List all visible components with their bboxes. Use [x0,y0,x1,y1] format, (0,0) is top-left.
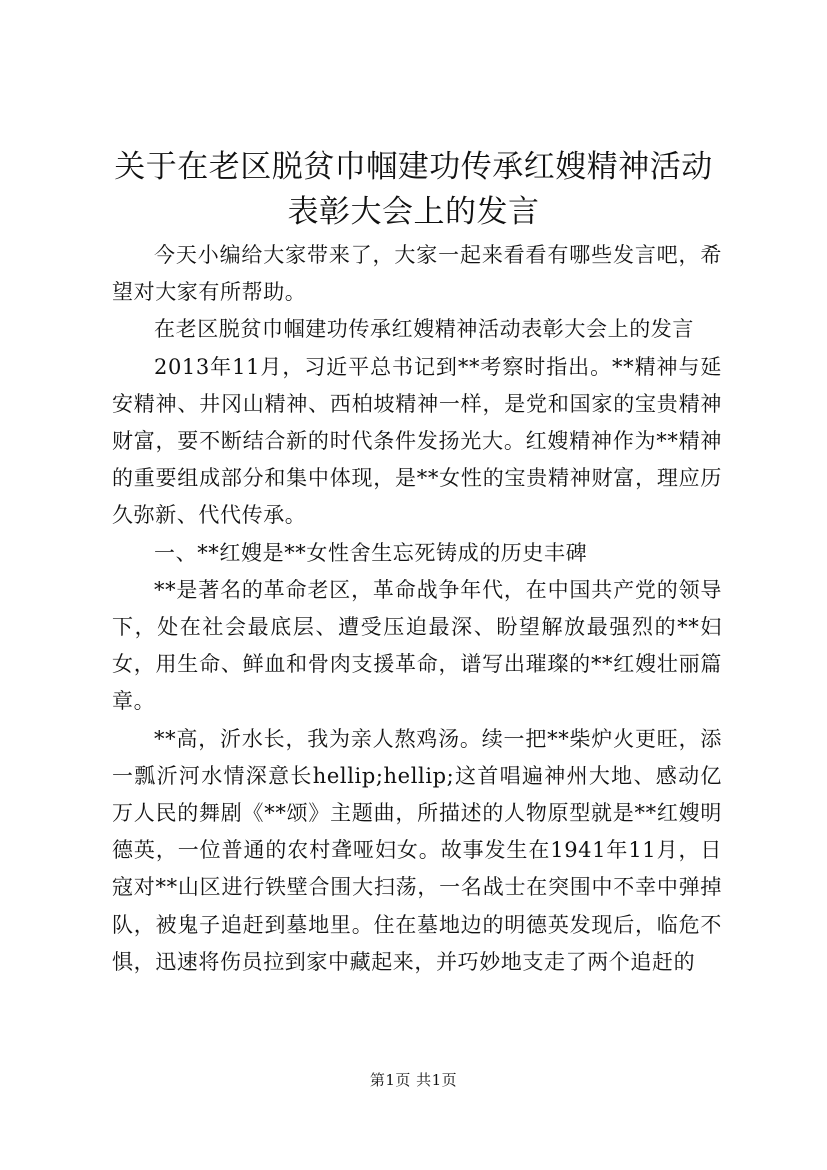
paragraph-subtitle: 在老区脱贫巾帼建功传承红嫂精神活动表彰大会上的发言 [154,317,694,342]
paragraph-history: **是著名的革命老区，革命战争年代，在中国共产党的领导下，处在社会最底层、遭受压迫最深、盼望解放最强烈的**妇女，用生命、鲜血和骨肉支援革命，谱写出璀璨的**红嫂壮丽篇章。 [112,577,722,714]
document-title: 关于在老区脱贫巾帼建功传承红嫂精神活动表彰大会上的发言 [114,149,713,230]
paragraph-background: 2013年11月，习近平总书记到**考察时指出。**精神与延安精神、井冈山精神、西柏坡精神一样，是党和国家的宝贵精神财富，要不断结合新的时代条件发扬光大。红嫂精神作为**精神的重要组成部分和集中体现，是**女性的宝贵精神财富，理应历久弥新、代代传承。 [112,354,722,528]
section-heading-1: 一、**红嫂是**女性舍生忘死铸成的历史丰碑 [154,540,588,565]
document-body [112,237,722,981]
paragraph-story: **高，沂水长，我为亲人熬鸡汤。续一把**柴炉火更旺，添一瓢沂河水情深意长hellip;hellip;这首唱遍神州大地、感动亿万人民的舞剧《**颂》主题曲，所描述的人物原型就是**红嫂明德英，一位普通的农村聋哑妇女。故事发生在1941年11月，日寇对**山区进行铁壁合围大扫荡，一名战士在突围中不幸中弹掉队，被鬼子追赶到墓地里。住在墓地边的明德英发现后，临危不惧，迅速将伤员拉到家中藏起来，并巧妙地支走了两个追赶的 [112,726,722,974]
paragraph-intro: 今天小编给大家带来了，大家一起来看看有哪些发言吧，希望对大家有所帮助。 [112,243,722,305]
page-footer: 第1页 共1页 [369,1071,458,1089]
